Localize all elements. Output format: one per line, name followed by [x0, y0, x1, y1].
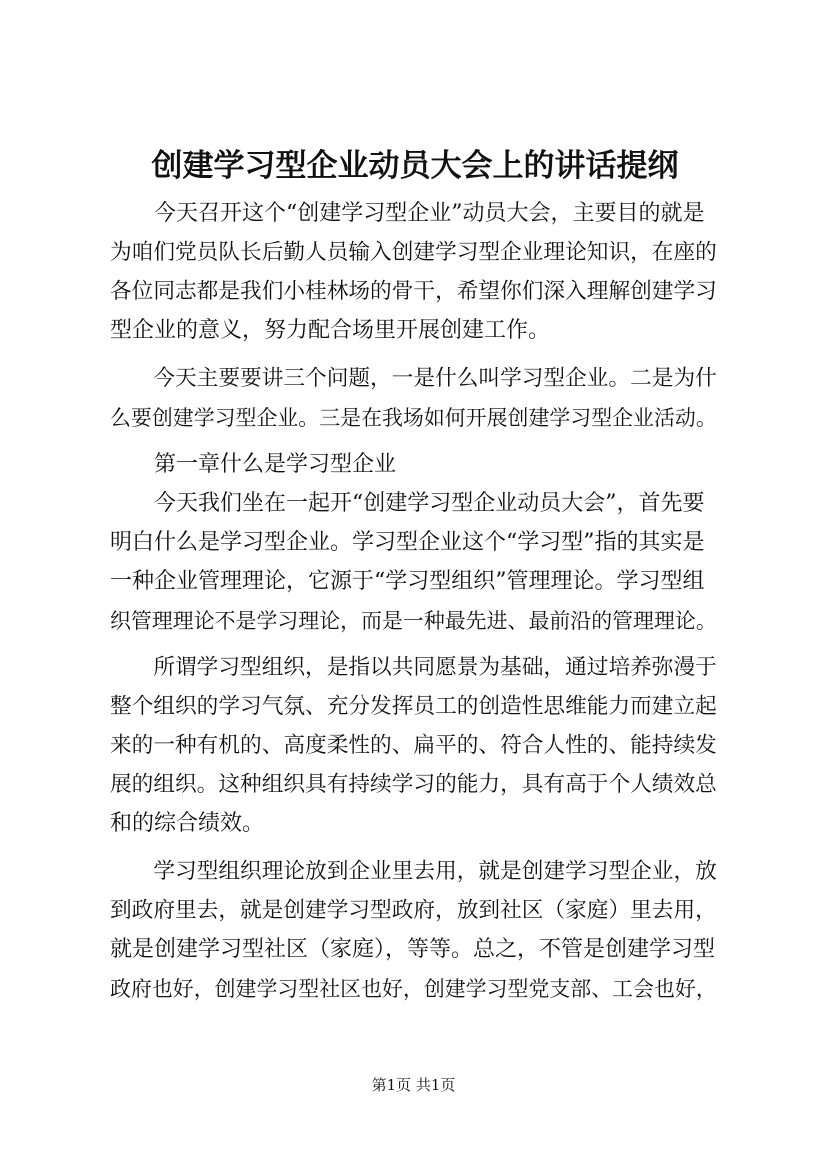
body-line: 来的一种有机的、高度柔性的、扁平的、符合人性的、能持续发	[110, 733, 717, 758]
body-line: 为咱们党员队长后勤人员输入创建学习型企业理论知识，在座的	[110, 240, 717, 265]
body-line: 么要创建学习型企业。三是在我场如何开展创建学习型企业活动。	[110, 406, 717, 430]
body-line: 型企业的意义，努力配合场里开展创建工作。	[110, 318, 551, 343]
body-line: 各位同志都是我们小桂林场的骨干，希望你们深入理解创建学习	[110, 279, 717, 304]
document-title: 创建学习型企业动员大会上的讲话提纲	[151, 148, 679, 184]
body-line: 就是创建学习型社区（家庭），等等。总之，不管是创建学习型	[110, 937, 716, 962]
body-line: 今天召开这个“创建学习型企业”动员大会，主要目的就是	[110, 201, 705, 226]
body-line: 所谓学习型组织，是指以共同愿景为基础，通过培养弥漫于	[110, 655, 717, 680]
body-line: 今天主要要讲三个问题，一是什么叫学习型企业。二是为什	[110, 366, 717, 391]
body-line: 一种企业管理理论，它源于“学习型组织”管理理论。学习型组	[110, 569, 705, 594]
page-footer: 第1页 共1页	[371, 1076, 456, 1094]
body-line: 学习型组织理论放到企业里去用，就是创建学习型企业，放	[110, 859, 717, 884]
body-line: 明白什么是学习型企业。学习型企业这个“学习型”指的其实是	[110, 530, 705, 555]
body-line: 政府也好，创建学习型社区也好，创建学习型党支部、工会也好，	[110, 977, 717, 1001]
section-heading: 第一章什么是学习型企业	[110, 452, 397, 477]
body-line: 织管理理论不是学习理论，而是一种最先进、最前沿的管理理论。	[110, 609, 717, 633]
body-line: 和的综合绩效。	[110, 811, 265, 836]
body-line: 到政府里去，就是创建学习型政府，放到社区（家庭）里去用，	[110, 898, 717, 923]
body-line: 展的组织。这种组织具有持续学习的能力，具有高于个人绩效总	[110, 772, 717, 797]
body-line: 整个组织的学习气氛、充分发挥员工的创造性思维能力而建立起	[110, 694, 717, 719]
body-line: 今天我们坐在一起开“创建学习型企业动员大会”，首先要	[110, 491, 705, 516]
